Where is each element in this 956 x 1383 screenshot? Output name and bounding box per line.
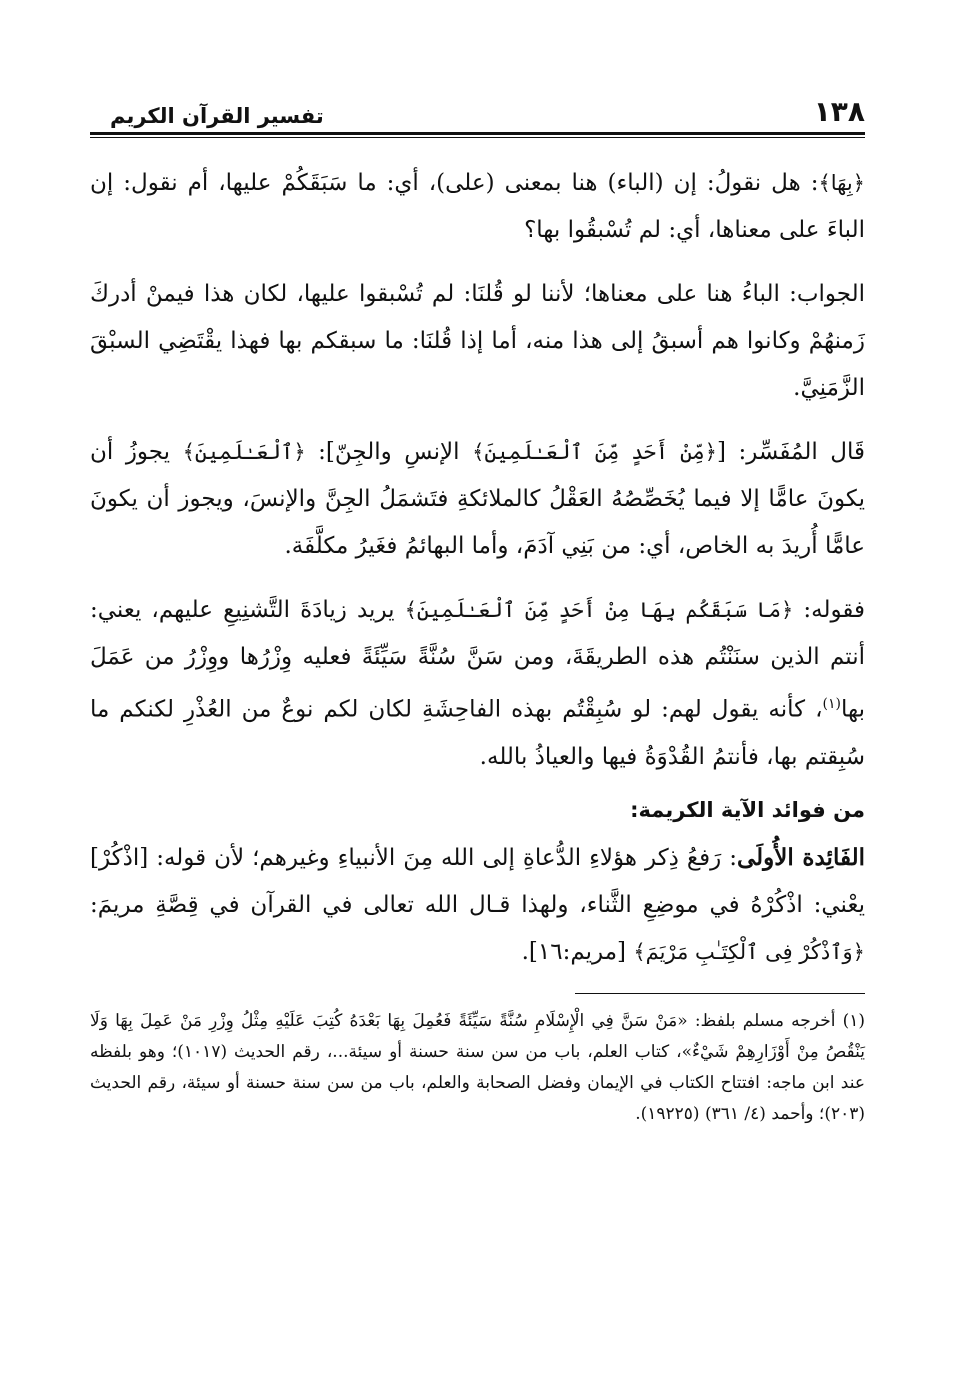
- paragraph-text: قَال المُفَسِّر: [: [716, 439, 865, 465]
- footnote-divider: [575, 993, 865, 994]
- body-text: [90, 160, 865, 976]
- book-page: [90, 95, 865, 1130]
- verse-quote: ﴿مَا سَبَقَكُم بِهَا مِنْ أَحَدٍ مِّنَ ٱلْعَـٰلَمِينَ﴾: [404, 598, 794, 622]
- verse-quote: ﴿ٱلْعَـٰلَمِينَ﴾: [182, 440, 306, 464]
- page-number: ١٣٨: [813, 95, 865, 128]
- verse-quote: ﴿بِهَا﴾: [818, 171, 865, 195]
- page-header: [90, 95, 865, 132]
- paragraph-text: يجوزُ أن يكونَ عامًّا إلا فيما يُخَصِّصُهُ العَقْلُ كالملائكةِ فتَشمَلُ الجِنَّ والإنسَ، ويجوز أن يكونَ عامًّا أُريدَ به الخاص، أي: من بَنِي آدَمَ، وأما البهائمُ فغَيرُ مكلَّفَة.: [90, 439, 865, 559]
- book-title: تفسير القرآن الكريم: [110, 104, 324, 128]
- paragraph-3: [90, 429, 865, 570]
- paragraph-text: فقوله:: [793, 597, 865, 623]
- benefit-label: الفَائِدة الأُولَى: [736, 843, 865, 871]
- footnote-reference[interactable]: (١): [822, 696, 841, 712]
- paragraph-text: الإنسِ والجِنّ]:: [305, 439, 473, 465]
- paragraph-text: : هل نقولُ: إن (الباء) هنا بمعنى (على)، أي: ما سَبَقَكُمْ عليها، أم نقول: إن الباءَ على معناها، أي: لم تُسْبقُوا بها؟: [90, 170, 865, 243]
- paragraph-2: [90, 271, 865, 412]
- paragraph-text: : رَفعُ ذِكر هؤلاءِ الدُّعاةِ إلى الله مِنَ الأنبياءِ وغيرهم؛ لأن قوله: [اذْكُرْ] يعْني: اذْكُرْهُ في موضِعِ الثَّناء، ولهذا قـال الله تعالى في القرآن في قِصَّةِ مريمَ:: [90, 844, 865, 918]
- paragraph-1: [90, 160, 865, 254]
- paragraph-text: ، كأنه يقول لهم: لو سُبِقْتُم بهذه الفاحِشَةِ لكان لكم نوعٌ من العُذْرِ لكنكم ما سُبِقتم بها، فأنتمُ القُدْوَةُ فيها والعياذُ بالله.: [90, 696, 865, 770]
- verse-citation: [مريم:١٦].: [521, 938, 634, 965]
- benefit-1: [90, 834, 865, 976]
- paragraph-4: [90, 587, 865, 781]
- verse-quote: ﴿مِّنْ أَحَدٍ مِّنَ ٱلْعَـٰلَمِينَ﴾: [472, 440, 717, 464]
- section-heading: من فوائد الآية الكريمة:: [630, 797, 865, 822]
- verse-quote: ﴿وَٱذْكُرْ فِى ٱلْكِتَـٰبِ مَرْيَمَ﴾: [633, 939, 865, 964]
- footnote: (١) أخرجه مسلم بلفظ: «مَنْ سَنَّ فِي الْإِسْلَامِ سُنَّةً سَيِّئَةً فَعُمِلَ بِهَا بَعْدَهُ كُتِبَ عَلَيْهِ مِثْلُ وِزْرِ مَنْ عَمِلَ بِهَا وَلَا يَنْقُصُ مِنْ أَوْزَارِهِمْ شَيْءٌ»، كتاب العلم، باب من سن سنة حسنة أو سيئة...، رقم الحديث (١٠١٧)؛ وهو بلفظه عند ابن ماجه: افتتاح الكتاب في الإيمان وفضل الصحابة والعلم، باب من سن سنة حسنة أو سيئة، رقم الحديث (٢٠٣)؛ وأحمد (٤/ ٣٦١) (١٩٢٢٥).: [90, 1010, 865, 1124]
- header-divider: [90, 132, 865, 138]
- paragraph-text: الجواب: الباءُ هنا على معناها؛ لأننا لو قُلنَا: لم تُسْبقوا عليها، لكان هذا فيمنْ أدركَ زَمنهُمْ وكانوا هم أسبقُ إلى هذا منه، أما إذا قُلنَا: ما سبقكم بها فهذا يقْتَضِي السبْقَ الزَّمَنِيَّ.: [90, 281, 865, 401]
- paragraph-text: يريد زيادَةَ التَّشنِيعِ عليهم، يعني: أنتم الذين سنَنْتُم هذه الطريقَةَ، ومن سَنَّ سُنَّةً سَيِّئَةً فعليه وِزْرُها ووِزْرُ من عَمَلَ بها: [90, 597, 865, 723]
